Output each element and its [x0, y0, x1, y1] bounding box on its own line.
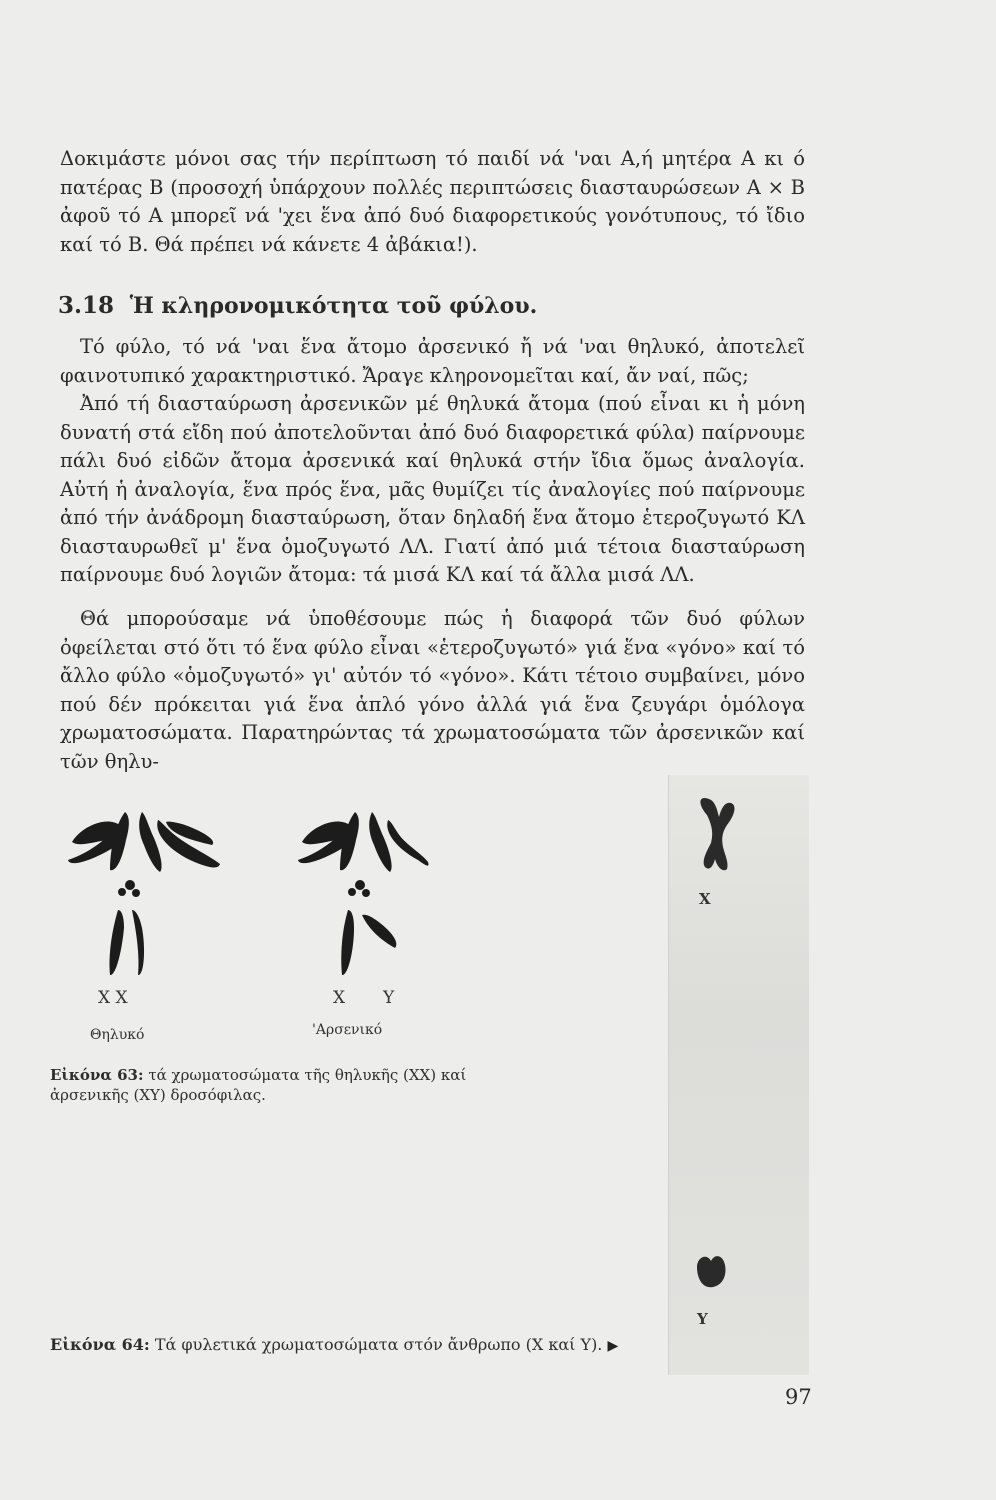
section-title: Ἡ κληρονομικότητα τοῦ φύλου. [129, 293, 538, 319]
male-x-label: X [333, 988, 346, 1008]
male-y-label: Y [383, 988, 395, 1008]
figure-63-text: τά χρωματοσώματα τῆς θηλυκῆς (ΧΧ) καί ἀρσενικῆς (ΧΥ) δροσόφιλας. [50, 1066, 467, 1104]
figure-64-number: Εἰκόνα 64: [50, 1335, 150, 1354]
photo-y-label: Y [697, 1310, 708, 1328]
female-chromosome-labels: X X [98, 988, 128, 1008]
pointer-arrow-icon: ▶ [607, 1338, 619, 1354]
page-number: 97 [785, 1385, 812, 1409]
figure-63-caption [50, 1065, 480, 1105]
paragraph-intro: Τό φύλο, τό νά 'ναι ἕνα ἄτομο ἀρσενικό ἤ νά 'ναι θηλυκό, ἀποτελεῖ φαινοτυπικό χαρακτηριστικό. Ἄραγε κληρονομεῖται καί, ἄν ναί, πῶς; [60, 335, 805, 387]
figure-64-text: Τά φυλετικά χρωματοσώματα στόν ἄνθρωπο (Χ καί Υ). [154, 1335, 603, 1354]
figure-63-number: Εἰκόνα 63: [50, 1066, 144, 1084]
figure-63-drosophila-chromosomes [50, 790, 430, 1020]
paragraph-exercise: Δοκιμάστε μόνοι σας τήν περίπτωση τό παιδί νά 'ναι Α,ή μητέρα Α κι ό πατέρας Β (προσοχή ὑπάρχουν πολλές περιπτώσεις διασταυρώσεων Α × Β ἀφοῦ τό Α μπορεῖ νά 'χει ἕνα ἀπό δυό διαφορετικούς γονότυπους, τό ἴδιο καί τό Β. Θά πρέπει νά κάνετε 4 ἀβάκια!). [60, 147, 805, 256]
figure-64-photo [668, 775, 809, 1375]
y-chromosome [697, 1256, 726, 1287]
female-karyotype [68, 812, 220, 975]
human-chromosome-image [669, 775, 809, 1375]
male-karyotype [298, 812, 429, 975]
male-label: 'Αρσενικό [312, 1022, 383, 1038]
section-number: 3.18 [58, 292, 115, 319]
section-heading [58, 292, 537, 319]
paragraph-hypothesis: Θά μπορούσαμε νά ὑποθέσουμε πώς ἡ διαφορά τῶν δυό φύλων ὀφείλεται στό ὅτι τό ἕνα φύλο εἶναι «ἑτεροζυγωτό» γιά ἕνα «γόνο» καί τό ἄλλο φύλο «ὁμοζυγωτό» γι' αὐτόν τό «γόνο». Κάτι τέτοιο συμβαίνει, μόνο πού δέν πρόκειται γιά ἕνα ἁπλό γόνο ἀλλά γιά ἕνα ζευγάρι ὁμόλογα χρωματοσώματα. Παρατηρώντας τά χρωματοσώματα τῶν ἀρσενικῶν καί τῶν θηλυ- [60, 607, 805, 773]
photo-x-label: X [699, 890, 711, 908]
x-chromosome [700, 798, 734, 870]
paragraph-crossing: Ἀπό τή διασταύρωση ἀρσενικῶν μέ θηλυκά ἄτομα (πού εἶναι κι ἡ μόνη δυνατή στά εἴδη πού ἀποτελοῦνται ἀπό δυό διαφορετικά φύλα) παίρνουμε πάλι δυό εἰδῶν ἄτομα ἀρσενικά καί θηλυκά στήν ἴδια ὅμως ἀναλογία. Αὐτή ἡ ἀναλογία, ἕνα πρός ἕνα, μᾶς θυμίζει τίς ἀναλογίες πού παίρνουμε ἀπό τήν ἀνάδρομη διασταύρωση, ὅταν δηλαδή ἕνα ἄτομο ἑτεροζυγωτό ΚΛ διασταυρωθεῖ μ' ἕνα ὁμοζυγωτό ΛΛ. Γιατί ἀπό μιά τέτοια διασταύρωση παίρνουμε δυό λογιῶν ἄτομα: τά μισά ΚΛ καί τά ἄλλα μισά ΛΛ. [60, 392, 805, 586]
figure-64-caption [50, 1335, 650, 1356]
female-label: Θηλυκό [90, 1027, 145, 1043]
